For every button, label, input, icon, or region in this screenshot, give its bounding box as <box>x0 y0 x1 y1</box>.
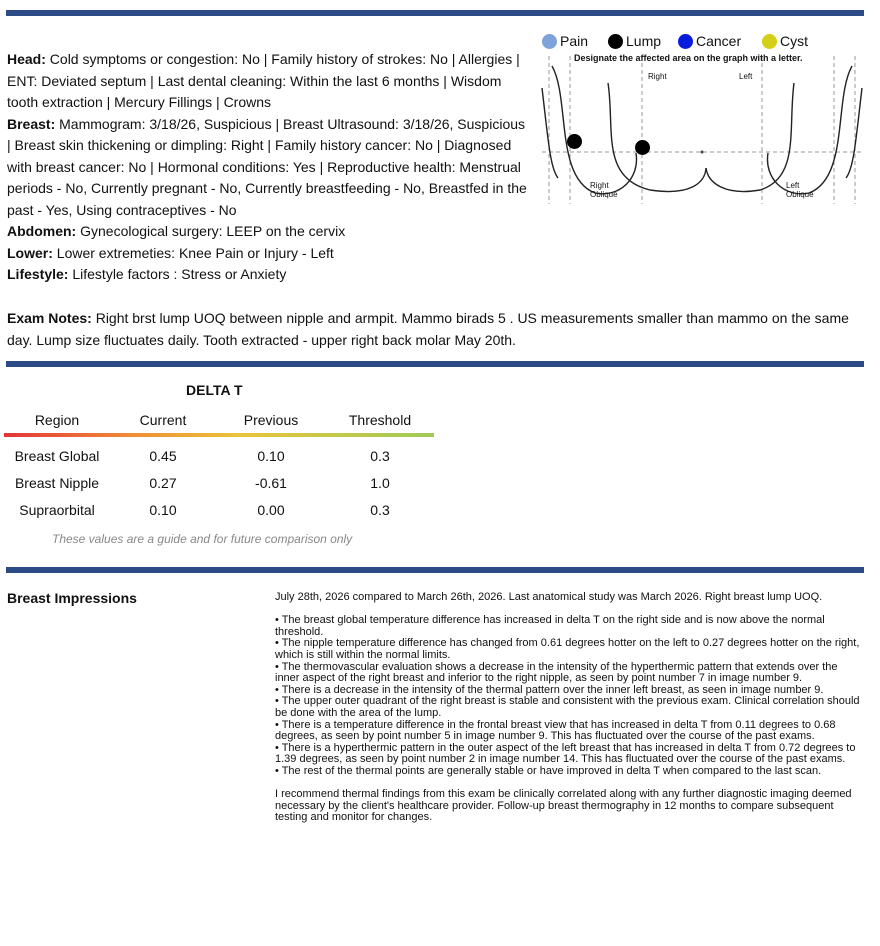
impression-bullet: • There is a hyperthermic pattern in the outer aspect of the left breast that has increased in delta T from 0.72 degrees to 1.39 degrees, as seen by point number 2 in image number 14. This has fluctuated over the course of the past exams. <box>275 741 856 766</box>
table-row: Breast Nipple 0.27 -0.61 1.0 <box>14 474 390 491</box>
breast-diagram <box>540 28 864 204</box>
history-head: Head: Cold symptoms or congestion: No | Family history of strokes: No | Allergies | ENT: Deviated septum | Last dental cleaning: Within the last 6 months | Wisdom tooth extraction | Mercury Fillings | Crowns <box>7 51 520 110</box>
history-lifestyle: Lifestyle: Lifestyle factors : Stress or Anxiety <box>7 266 287 282</box>
impressions-body <box>275 592 861 824</box>
threshold-gradient-line <box>4 433 434 437</box>
impressions-closing: I recommend thermal findings from this exam be clinically correlated along with any further diagnostic imaging deemed necessary by the client's healthcare provider. Follow-up breast thermography in 12 months to compare subsequent testing and monitor for changes. <box>275 788 852 824</box>
impression-bullet: • The thermovascular evaluation shows a decrease in the intensity of the hyperthermic pattern that extends over the inner aspect of the right breast and inferior to the right nipple, as seen by point number 7 in image number 9. <box>275 660 838 685</box>
legend-lump: Lump <box>608 32 661 50</box>
label-left-oblique: Left Oblique <box>786 181 814 199</box>
header-threshold: Threshold <box>348 412 412 428</box>
label-left: Left <box>739 72 753 81</box>
table-row: Supraorbital 0.10 0.00 0.3 <box>19 501 390 518</box>
legend-pain: Pain <box>542 32 588 50</box>
label-right-oblique: Right Oblique <box>590 181 618 199</box>
legend-cancer: Cancer <box>678 32 741 50</box>
impression-bullet: • There is a decrease in the intensity of the thermal pattern over the inner left breast, as seen in image number 9. <box>275 683 824 696</box>
lump-marker <box>635 140 650 155</box>
delta-t-title: DELTA T <box>186 382 243 398</box>
table-row: Breast Global 0.45 0.10 0.3 <box>14 447 390 464</box>
exam-notes: Exam Notes: Right brst lump UOQ between nipple and armpit. Mammo birads 5 . US measurements smaller than mammo on the same day. Lump size fluctuates daily. Tooth extracted - upper right back molar May 20th. <box>7 310 849 348</box>
section-divider <box>6 10 864 16</box>
impressions-title: Breast Impressions <box>7 590 137 606</box>
header-region: Region <box>34 412 80 428</box>
history-abdomen: Abdomen: Gynecological surgery: LEEP on the cervix <box>7 223 346 239</box>
impression-bullet: • The rest of the thermal points are generally stable or have improved in delta T when compared to the last scan. <box>275 764 822 777</box>
section-divider <box>6 361 864 367</box>
history-breast: Breast: Mammogram: 3/18/26, Suspicious | Breast Ultrasound: 3/18/26, Suspicious | Breast skin thickening or dimpling: Right | Family history cancer: No | Diagnosed with breast cancer: No | Hormonal conditions: Yes | Reproductive health: Menstrual periods - No, Currently pregnant - No, Currently breastfeeding - No, Breastfed in the past - Yes, Using contraceptives - No <box>7 115 527 218</box>
diagram-instruction: Designate the affected area on the graph with a letter. <box>574 53 803 63</box>
table-header-row <box>4 408 434 432</box>
impression-bullet: • The nipple temperature difference has changed from 0.61 degrees hotter on the left to 0.27 degrees hotter on the right, which is still within the normal limits. <box>275 637 860 661</box>
header-current: Current <box>139 412 187 428</box>
impression-bullet: • The upper outer quadrant of the right breast is stable and consistent with the previous exam. Clinical correlation should be done with the area of the lump. <box>275 695 860 719</box>
patient-history <box>7 49 532 286</box>
guide-note: These values are a guide and for future comparison only <box>52 532 353 546</box>
section-divider <box>6 567 864 573</box>
lump-marker <box>567 134 582 149</box>
header-previous: Previous <box>243 412 299 428</box>
impression-bullet: • There is a temperature difference in the frontal breast view that has increased in delta T from 0.11 degrees to 0.68 degrees, as seen by point number 5 in image number 9. This has fluctuated over the course of the past exams. <box>275 718 836 743</box>
label-right: Right <box>648 72 667 81</box>
impression-bullet: • The breast global temperature difference has increased in delta T on the right side and is now above the normal threshold. <box>275 614 825 638</box>
impressions-intro: July 28th, 2026 compared to March 26th, 2026. Last anatomical study was March 2026. Right breast lump UOQ. <box>275 591 823 603</box>
history-lower: Lower: Lower extremeties: Knee Pain or Injury - Left <box>7 244 334 261</box>
legend-cyst: Cyst <box>762 32 808 50</box>
delta-t-table <box>4 408 434 523</box>
